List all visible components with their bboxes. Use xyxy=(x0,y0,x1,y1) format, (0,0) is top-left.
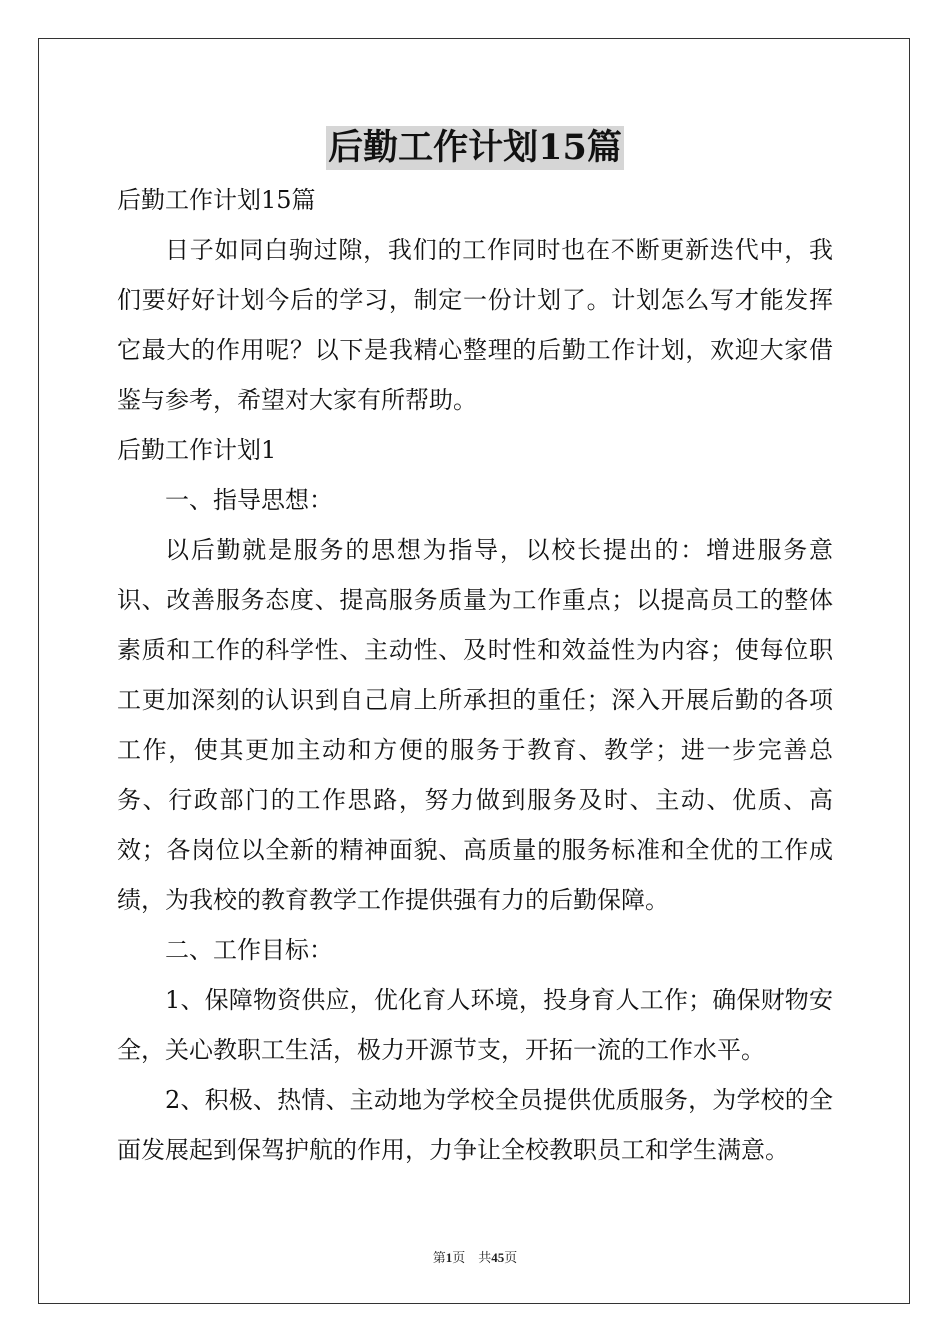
paragraph-guiding-thought: 以后勤就是服务的思想为指导，以校长提出的：增进服务意识、改善服务态度、提高服务质量为工作重点；以提高员工的整体素质和工作的科学性、主动性、及时性和效益性为内容；使每位职工更加深刻的认识到自己肩上所承担的重任；深入开展后勤的各项工作，使其更加主动和方便的服务于教育、教学；进一步完善总务、行政部门的工作思路，努力做到服务及时、主动、优质、高效；各岗位以全新的精神面貌、高质量的服务标准和全优的工作成绩，为我校的教育教学工作提供强有力的后勤保障。 xyxy=(117,536,833,914)
footer-total-suffix: 页 xyxy=(504,1250,518,1265)
paragraph-goal-2: 2、积极、热情、主动地为学校全员提供优质服务，为学校的全面发展起到保驾护航的作用，力争让全校教职员工和学生满意。 xyxy=(117,1086,833,1164)
heading-guiding-thought: 一、指导思想： xyxy=(165,486,333,514)
footer-total-pages: 45 xyxy=(491,1250,505,1265)
paragraph-intro: 日子如同白驹过隙，我们的工作同时也在不断更新迭代中，我们要好好计划今后的学习，制定一份计划了。计划怎么写才能发挥它最大的作用呢？以下是我精心整理的后勤工作计划，欢迎大家借鉴与参考，希望对大家有所帮助。 xyxy=(117,236,833,414)
footer-total-prefix: 共 xyxy=(478,1250,492,1265)
footer-page-number: 1 xyxy=(445,1250,453,1265)
section-heading: 后勤工作计划1 xyxy=(117,436,277,464)
footer-page-prefix: 第 xyxy=(432,1250,446,1265)
document-title: 后勤工作计划15篇 xyxy=(328,127,622,168)
paragraph-goal-1: 1、保障物资供应，优化育人环境，投身育人工作；确保财物安全，关心教职工生活，极力开源节支，开拓一流的工作水平。 xyxy=(117,986,833,1064)
page-footer xyxy=(0,1247,950,1266)
paragraph-subtitle: 后勤工作计划15篇 xyxy=(117,186,316,214)
title-wrap xyxy=(0,126,950,170)
document-body xyxy=(117,175,833,1175)
heading-work-goals: 二、工作目标： xyxy=(165,936,333,964)
footer-page-suffix: 页 xyxy=(452,1250,466,1265)
